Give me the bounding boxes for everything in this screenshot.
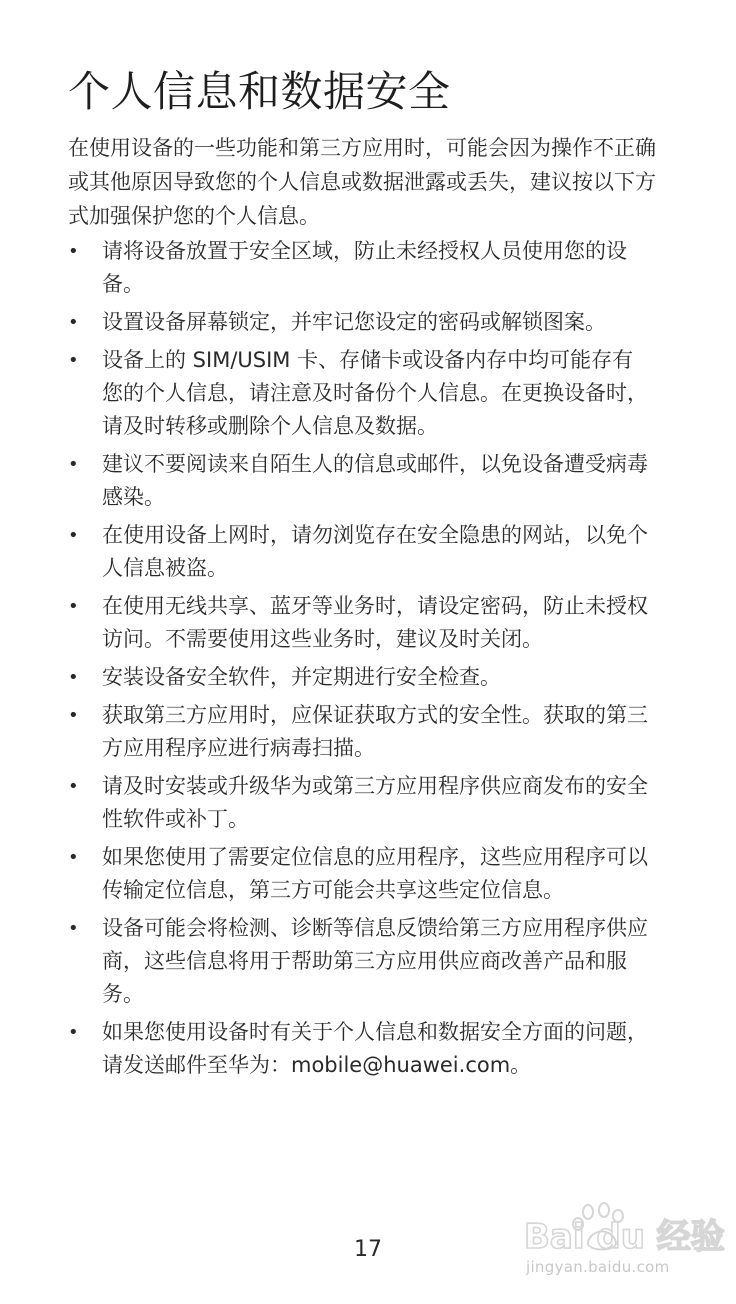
bullet-item	[68, 699, 668, 765]
bullet-text: 设备上的 SIM/USIM 卡、存储卡或设备内存中均可能存有您的个人信息，请注意及时备份个人信息。在更换设备时，请及时转移或删除个人信息及数据。	[102, 348, 648, 438]
bullet-text: 如果您使用设备时有关于个人信息和数据安全方面的问题，请发送邮件至华为：mobile@huawei.com。	[102, 1020, 648, 1077]
bullet-item	[68, 235, 668, 301]
bullet-text: 安装设备安全软件，并定期进行安全检查。	[102, 665, 501, 689]
bullet-text: 设置设备屏幕锁定，并牢记您设定的密码或解锁图案。	[102, 310, 606, 334]
bullet-dot-icon: •	[68, 667, 79, 688]
bullet-text: 建议不要阅读来自陌生人的信息或邮件，以免设备遭受病毒感染。	[102, 452, 648, 509]
page-number: 17	[354, 1237, 382, 1262]
bullet-text: 请及时安装或升级华为或第三方应用程序供应商发布的安全性软件或补丁。	[102, 774, 648, 831]
bullet-dot-icon: •	[68, 241, 79, 262]
bullet-dot-icon: •	[68, 525, 79, 546]
bullet-item	[68, 306, 668, 339]
bullet-dot-icon: •	[68, 705, 79, 726]
bullet-item	[68, 519, 668, 585]
bullet-dot-icon: •	[68, 776, 79, 797]
bullet-list	[68, 235, 668, 1087]
bullet-text: 设备可能会将检测、诊断等信息反馈给第三方应用程序供应商，这些信息将用于帮助第三方应用供应商改善产品和服务。	[102, 916, 648, 1006]
bullet-item	[68, 770, 668, 836]
baidu-paw-logo-icon	[522, 1202, 725, 1258]
baidu-watermark	[522, 1198, 725, 1284]
bullet-item	[68, 661, 668, 694]
bullet-dot-icon: •	[68, 1022, 79, 1043]
bullet-item	[68, 590, 668, 656]
bullet-text: 请将设备放置于安全区域，防止未经授权人员使用您的设备。	[102, 239, 627, 296]
bullet-dot-icon: •	[68, 596, 79, 617]
bullet-item	[68, 912, 668, 1011]
page-title: 个人信息和数据安全	[68, 67, 451, 116]
watermark-url: jingyan.baidu.com	[526, 1258, 670, 1276]
bullet-text: 在使用设备上网时，请勿浏览存在安全隐患的网站，以免个人信息被盗。	[102, 523, 648, 580]
bullet-item	[68, 344, 668, 443]
bullet-dot-icon: •	[68, 454, 79, 475]
bullet-dot-icon: •	[68, 350, 79, 371]
intro-paragraph: 在使用设备的一些功能和第三方应用时，可能会因为操作不正确或其他原因导致您的个人信息或数据泄露或丢失，建议按以下方式加强保护您的个人信息。	[68, 136, 656, 228]
bullet-dot-icon: •	[68, 847, 79, 868]
bullet-text: 在使用无线共享、蓝牙等业务时，请设定密码，防止未授权访问。不需要使用这些业务时，建议及时关闭。	[102, 594, 648, 651]
bullet-text: 获取第三方应用时，应保证获取方式的安全性。获取的第三方应用程序应进行病毒扫描。	[102, 703, 648, 760]
watermark-logo-text: Bai du 经验	[524, 1217, 725, 1257]
bullet-dot-icon: •	[68, 918, 79, 939]
bullet-item	[68, 841, 668, 907]
bullet-item	[68, 448, 668, 514]
bullet-item	[68, 1016, 668, 1082]
bullet-text: 如果您使用了需要定位信息的应用程序，这些应用程序可以传输定位信息，第三方可能会共享这些定位信息。	[102, 845, 648, 902]
bullet-dot-icon: •	[68, 312, 79, 333]
